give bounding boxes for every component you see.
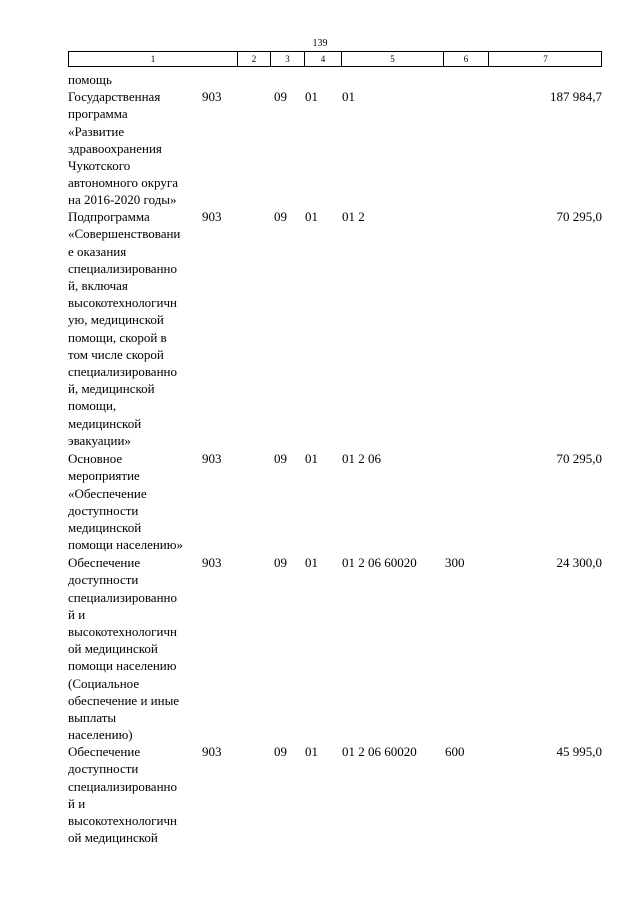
row-section: 09 xyxy=(274,89,287,105)
row-subsection: 01 xyxy=(305,555,318,571)
row-target-article: 01 2 06 60020 xyxy=(342,555,417,571)
row-admin: 903 xyxy=(202,209,222,225)
header-col-4: 4 xyxy=(305,52,342,66)
row-name: Основное мероприятие «Обеспечение доступности медицинской помощи населению» xyxy=(68,451,183,553)
row-section: 09 xyxy=(274,209,287,225)
page-number: 139 xyxy=(312,38,328,49)
row-target-article: 01 2 xyxy=(342,209,365,225)
table-row xyxy=(68,450,602,554)
table-row xyxy=(68,208,602,450)
row-target-article: 01 xyxy=(342,89,355,105)
header-col-2: 2 xyxy=(238,52,271,66)
row-subsection: 01 xyxy=(305,89,318,105)
row-sum: 187 984,7 xyxy=(550,89,602,105)
row-name: Обеспечение доступности специализированно й и высокотехнологичн ой медицинской помощи населению (Социальное обеспечение и иные выплаты населению) xyxy=(68,555,180,743)
table-row xyxy=(68,554,602,743)
row-section: 09 xyxy=(274,555,287,571)
continuation-text: помощь xyxy=(68,72,112,87)
row-target-article: 01 2 06 60020 xyxy=(342,744,417,760)
row-name: Обеспечение доступности специализированно й и высокотехнологичн ой медицинской xyxy=(68,744,177,846)
row-subsection: 01 xyxy=(305,209,318,225)
row-sum: 70 295,0 xyxy=(556,209,602,225)
row-target-article: 01 2 06 xyxy=(342,451,381,467)
table-header xyxy=(68,51,602,67)
row-admin: 903 xyxy=(202,744,222,760)
row-expense-type: 300 xyxy=(445,555,465,571)
header-col-7: 7 xyxy=(543,54,548,64)
row-expense-type: 600 xyxy=(445,744,465,760)
row-name: Подпрограмма «Совершенствовани е оказания специализированно й, включая высокотехнологичн ую, медицинской помощи, скорой в том числе скорой специализированно й, медицинской помощи, медицинской эвакуации» xyxy=(68,209,181,448)
row-admin: 903 xyxy=(202,89,222,105)
row-subsection: 01 xyxy=(305,451,318,467)
row-sum: 24 300,0 xyxy=(556,555,602,571)
header-col-3: 3 xyxy=(271,52,305,66)
table-row xyxy=(68,743,602,847)
header-col-5: 5 xyxy=(342,52,444,66)
row-admin: 903 xyxy=(202,555,222,571)
header-col-6: 6 xyxy=(444,52,489,66)
row-name: Государственная программа «Развитие здравоохранения Чукотского автономного округа на 2016-2020 годы» xyxy=(68,89,178,208)
table-body xyxy=(68,71,602,847)
header-col-1: 1 xyxy=(69,52,238,66)
row-section: 09 xyxy=(274,744,287,760)
row-admin: 903 xyxy=(202,451,222,467)
row-subsection: 01 xyxy=(305,744,318,760)
table-row xyxy=(68,88,602,208)
row-sum: 45 995,0 xyxy=(556,744,602,760)
row-section: 09 xyxy=(274,451,287,467)
row-sum: 70 295,0 xyxy=(556,451,602,467)
